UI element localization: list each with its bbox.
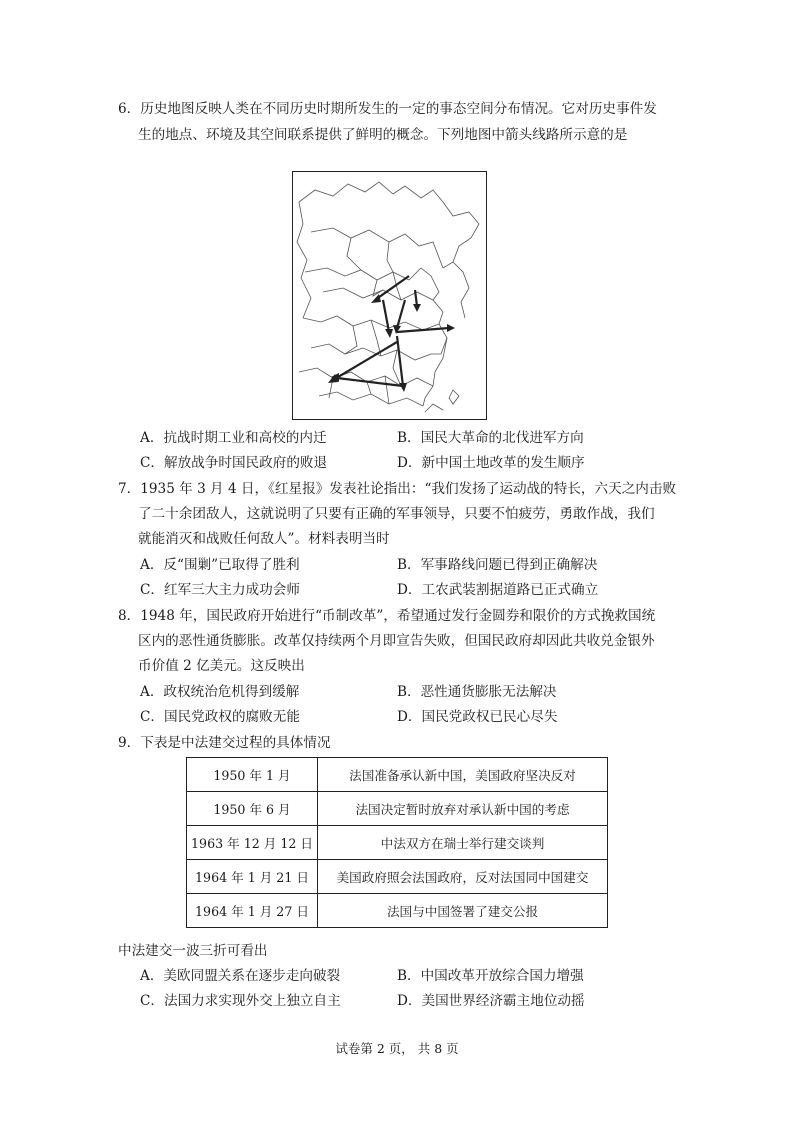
q6-option-d[interactable]: D．新中国土地改革的发生顺序 (397, 455, 585, 471)
table-row (187, 792, 608, 826)
q7-option-a[interactable]: A．反“围剿”已取得了胜利 (140, 557, 300, 573)
q9-option-b[interactable]: B．中国改革开放综合国力增强 (397, 968, 584, 984)
historical-map (292, 171, 487, 420)
diplomacy-timeline-table (186, 757, 608, 928)
q6-stem-line1: 6．历史地图反映人类在不同历史时期所发生的一定的事态空间分布情况。它对历史事件发 (118, 101, 657, 117)
q6-option-c[interactable]: C．解放战争时国民政府的败退 (140, 455, 328, 471)
q9-stem: 9．下表是中法建交过程的具体情况 (118, 735, 331, 751)
q6-option-a[interactable]: A．抗战时期工业和高校的内迁 (140, 430, 327, 446)
q9-followup: 中法建交一波三折可看出 (118, 943, 268, 959)
q7-option-d[interactable]: D．工农武装割据道路已正式确立 (397, 582, 599, 598)
q7-stem-line2: 了二十余团敌人，这就说明了只要有正确的军事领导，只要不怕疲劳，勇敢作战，我们 (138, 506, 655, 522)
q6-stem-line2: 生的地点、环境及其空间联系提供了鲜明的概念。下列地图中箭头线路所示意的是 (138, 127, 628, 143)
table-row (187, 826, 608, 860)
arrow-heads (328, 294, 455, 392)
table-row (187, 860, 608, 894)
table-cell-event: 美国政府照会法国政府，反对法国同中国建交 (318, 860, 608, 894)
q8-option-a[interactable]: A．政权统治危机得到缓解 (140, 684, 300, 700)
q8-option-b[interactable]: B．恶性通货膨胀无法解决 (397, 684, 557, 700)
map-drawing (293, 172, 485, 418)
q8-stem-line3: 币价值 2 亿美元。这反映出 (138, 658, 305, 674)
table-cell-date: 1964 年 1 月 21 日 (187, 860, 318, 894)
table-cell-date: 1950 年 6 月 (187, 792, 318, 826)
page-footer: 试卷第 2 页， 共 8 页 (335, 1041, 459, 1056)
q7-option-c[interactable]: C．红军三大主力成功会师 (140, 582, 300, 598)
q7-option-b[interactable]: B．军事路线问题已得到正确解决 (397, 557, 598, 573)
q7-stem-line1: 7．1935 年 3 月 4 日，《红星报》发表社论指出：“我们发扬了运动战的特长，六天之内击败 (118, 481, 677, 497)
table-cell-event: 法国准备承认新中国，美国政府坚决反对 (318, 758, 608, 792)
table-cell-date: 1964 年 1 月 27 日 (187, 894, 318, 928)
q8-option-d[interactable]: D．国民党政权已民心尽失 (397, 709, 558, 725)
q8-option-c[interactable]: C．国民党政权的腐败无能 (140, 709, 300, 725)
q7-stem-line3: 就能消灭和战败任何敌人”。材料表明当时 (138, 531, 390, 547)
province-borders (297, 182, 479, 412)
table-cell-date: 1963 年 12 月 12 日 (187, 826, 318, 860)
table-row (187, 758, 608, 792)
table-cell-date: 1950 年 1 月 (187, 758, 318, 792)
table-cell-event: 中法双方在瑞士举行建交谈判 (318, 826, 608, 860)
q6-option-b[interactable]: B．国民大革命的北伐进军方向 (397, 430, 584, 446)
q9-option-c[interactable]: C．法国力求实现外交上独立自主 (140, 993, 341, 1009)
q8-stem-line1: 8．1948 年，国民政府开始进行“币制改革”，希望通过发行金圆券和限价的方式挽救国统 (118, 608, 656, 624)
q9-option-d[interactable]: D．美国世界经济霸主地位动摇 (397, 993, 585, 1009)
table-cell-event: 法国与中国签署了建交公报 (318, 894, 608, 928)
q8-stem-line2: 区内的恶性通货膨胀。改革仅持续两个月即宣告失败，但国民政府却因此共收兑金银外 (138, 633, 655, 649)
table-row (187, 894, 608, 928)
q9-option-a[interactable]: A．美欧同盟关系在逐步走向破裂 (140, 968, 341, 984)
table-cell-event: 法国决定暂时放弃对承认新中国的考虑 (318, 792, 608, 826)
